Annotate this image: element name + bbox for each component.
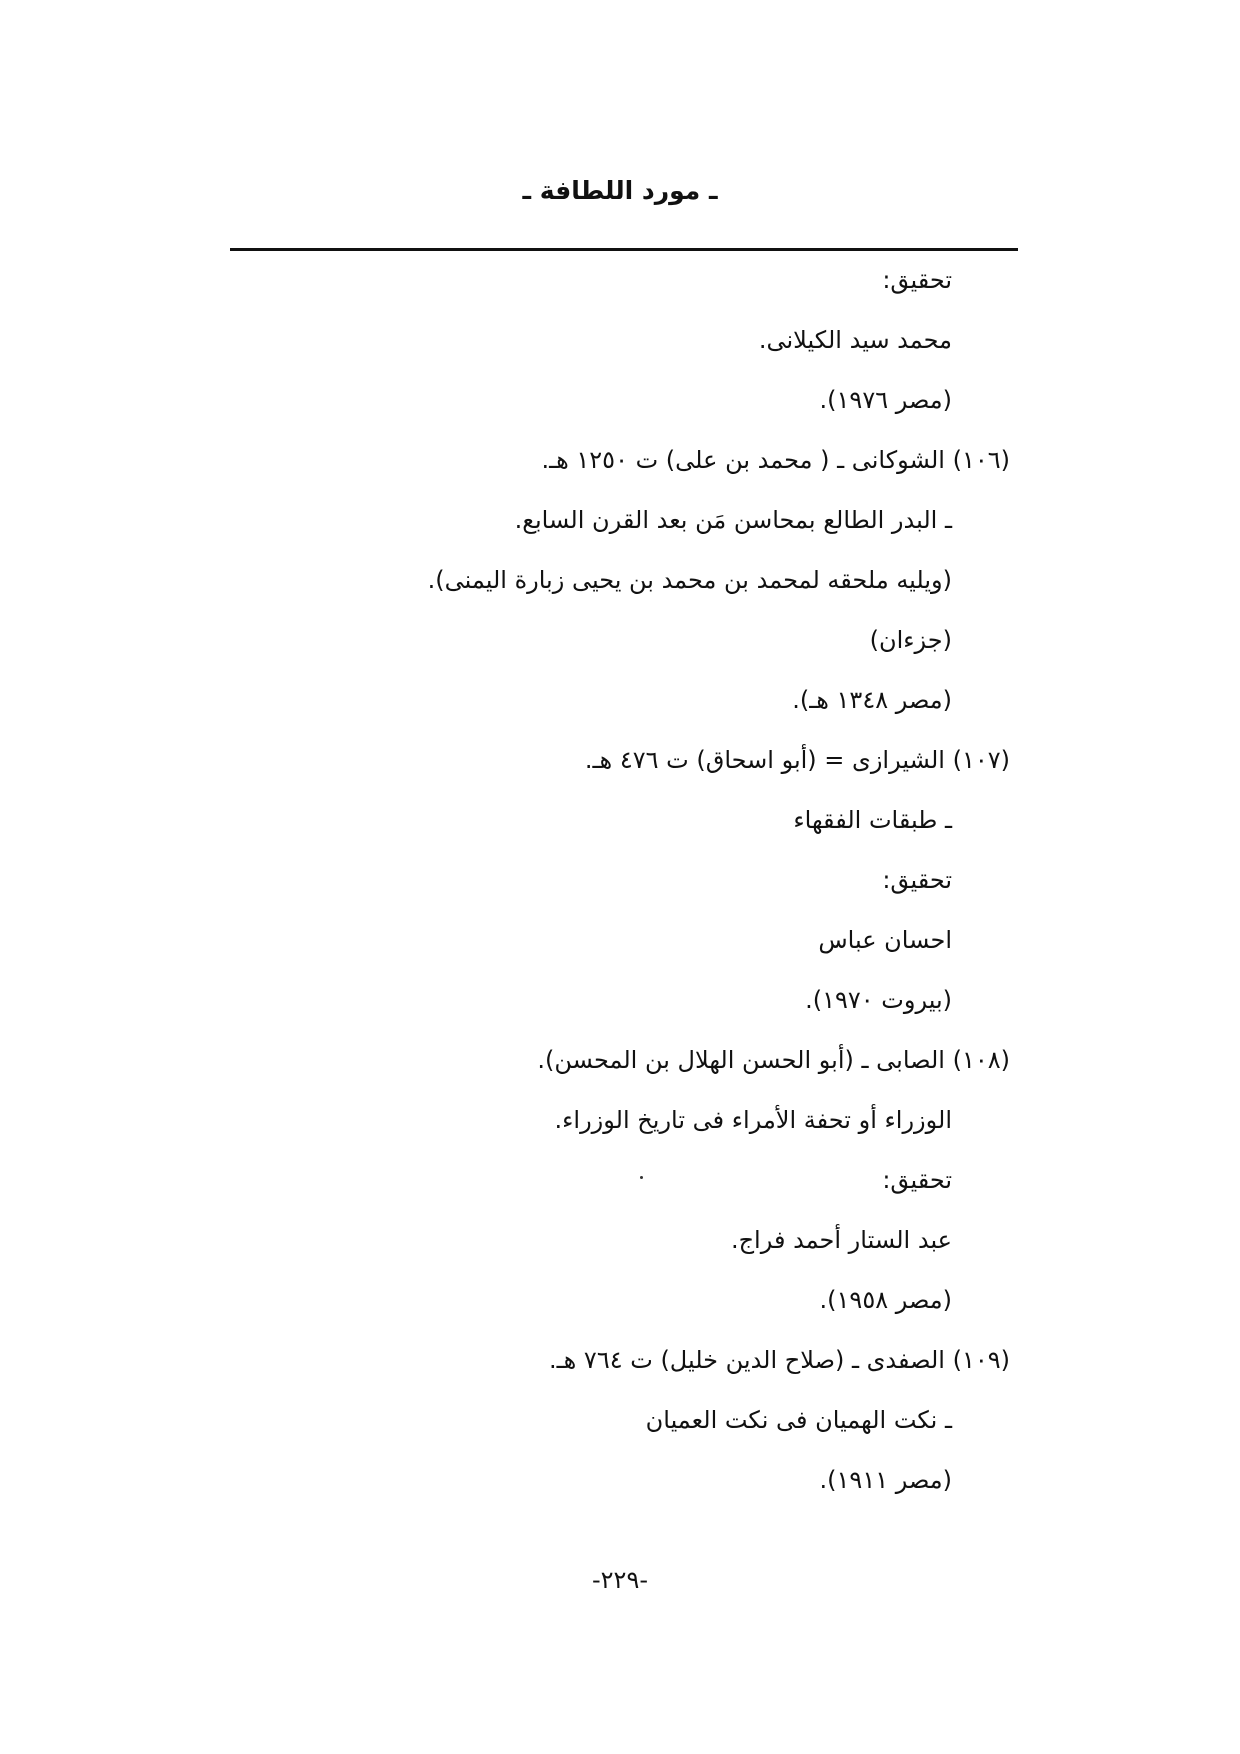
entry-line-imprint: (مصر ١٩١١). [819, 1466, 952, 1494]
page-number: -٢٢٩- [591, 1566, 648, 1594]
entry-line-imprint: (مصر ١٩٥٨). [819, 1286, 952, 1314]
entry-line-editor: عبد الستار أحمد فراج. [730, 1226, 952, 1254]
entry-line-tahqiq: تحقيق: [882, 866, 952, 894]
scan-speck [640, 1176, 643, 1179]
entry-line-volumes: (جزءان) [869, 626, 952, 654]
entry-line-editor: محمد سيد الكيلانى. [758, 326, 952, 354]
entry-line-title: الوزراء أو تحفة الأمراء فى تاريخ الوزراء. [554, 1106, 952, 1134]
entry-line-title: ـ طبقات الفقهاء [793, 806, 952, 834]
entry-line-title: ـ نكت الهميان فى نكت العميان [645, 1406, 952, 1434]
entry-line-title: ـ البدر الطالع بمحاسن مَن بعد القرن السابع. [514, 506, 952, 534]
entry-line-author-108: (١٠٨) الصابى ـ (أبو الحسن الهلال بن المحسن). [537, 1046, 1010, 1074]
entry-line-note: (ويليه ملحقه لمحمد بن محمد بن يحيى زبارة اليمنى). [427, 566, 952, 594]
entry-line-imprint: (بيروت ١٩٧٠). [805, 986, 952, 1014]
running-header-title: ـ مورد اللطافة ـ [522, 176, 718, 205]
entry-line-imprint: (مصر ١٣٤٨ هـ). [792, 686, 952, 714]
entry-line-author-109: (١٠٩) الصفدى ـ (صلاح الدين خليل) ت ٧٦٤ هـ. [548, 1346, 1010, 1374]
header-divider [230, 248, 1018, 251]
entry-line-editor: احسان عباس [818, 926, 952, 954]
entry-line-tahqiq: تحقيق: [882, 266, 952, 294]
entry-line-author-107: (١٠٧) الشيرازى = (أبو اسحاق) ت ٤٧٦ هـ. [584, 746, 1010, 774]
entry-line-author-106: (١٠٦) الشوكانى ـ ( محمد بن على) ت ١٢٥٠ هـ. [541, 446, 1010, 474]
entry-line-imprint: (مصر ١٩٧٦). [819, 386, 952, 414]
entry-line-tahqiq: تحقيق: [882, 1166, 952, 1194]
